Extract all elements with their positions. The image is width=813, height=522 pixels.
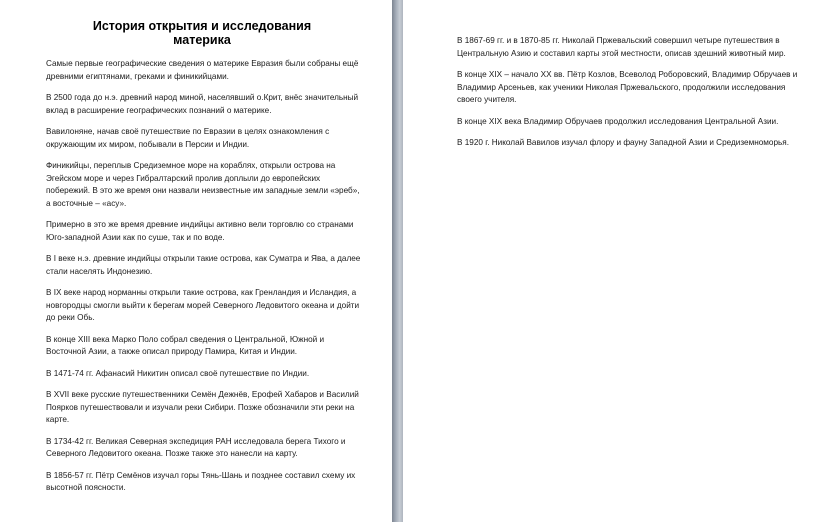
paragraph: В 1920 г. Николай Вавилов изучал флору и фауну Западной Азии и Средиземноморья.	[457, 138, 789, 147]
document-title	[46, 19, 362, 47]
paragraph: В конце XIII века Марко Поло собрал сведения о Центральной, Южной и Восточной Азии, а также описал природу Памира, Китая и Индии.	[46, 334, 325, 356]
paragraph: Примерно в это же время древние индийцы активно вели торговлю со странами Юго-западной Азии как по суше, так и по воде.	[46, 220, 354, 242]
paragraph: В 1734-42 гг. Великая Северная экспедиция РАН исследовала берега Тихого и Северного Ледовитого океана. Позже также это нанесли на карту.	[46, 436, 346, 458]
paragraph: В I веке н.э. древние индийцы открыли такие острова, как Суматра и Ява, а далее стали населять Индонезию.	[46, 254, 361, 276]
paragraph: В 1867-69 гг. и в 1870-85 гг. Николай Пржевальский совершил четыре путешествия в Центральную Азию и составил карты этой местности, описав здешний животный мир.	[457, 36, 786, 58]
paragraph: В 1856-57 гг. Пётр Семёнов изучал горы Тянь-Шань и позднее составил схему их высотной поясности.	[46, 470, 356, 492]
page-gap-divider	[392, 0, 403, 522]
paragraph: В 1471-74 гг. Афанасий Никитин описал своё путешествие по Индии.	[46, 368, 310, 378]
paragraph: В конце XIX – начало XX вв. Пётр Козлов, Всеволод Роборовский, Владимир Обручаев и Владимир Арсеньев, как ученики Николая Пржевальского, продолжили исследования своего учителя.	[457, 70, 798, 104]
document-page-right[interactable]	[403, 0, 813, 522]
paragraph: Финикийцы, переплыв Средиземное море на кораблях, открыли острова на Эгейском море и через Гибралтарский пролив доплыли до европейских побережий. В это же время они назвали неизвестные им западные земли «эреб», а восточные – «асу».	[46, 161, 360, 208]
paragraph: Вавилоняне, начав своё путешествие по Евразии в целях ознакомления с окружающим их миром, побывали в Персии и Индии.	[46, 127, 330, 149]
document-page-left[interactable]	[0, 0, 392, 522]
paragraph: В XVII веке русские путешественники Семён Дежнёв, Ерофей Хабаров и Василий Поярков путешествовали и изучали реки Сибири. Позже обозначили эти реки на карте.	[46, 390, 359, 424]
title-line-2: материка	[173, 33, 231, 47]
paragraph: В 2500 года до н.э. древний народ миной, населявший о.Крит, внёс значительный вклад в расширение географических познаний о материке.	[46, 93, 359, 115]
paragraph: В IX веке народ норманны открыли такие острова, как Гренландия и Исландия, а новгородцы смогли выйти к берегам морей Северного Ледовитого океана и дойти до реки Обь.	[46, 288, 360, 322]
title-line-1: История открытия и исследования	[92, 19, 312, 33]
paragraph: В конце XIX века Владимир Обручаев продолжил исследования Центральной Азии.	[457, 116, 779, 126]
paragraph: Самые первые географические сведения о материке Евразия были собраны ещё древними египтянами, греками и финикийцами.	[46, 59, 359, 81]
